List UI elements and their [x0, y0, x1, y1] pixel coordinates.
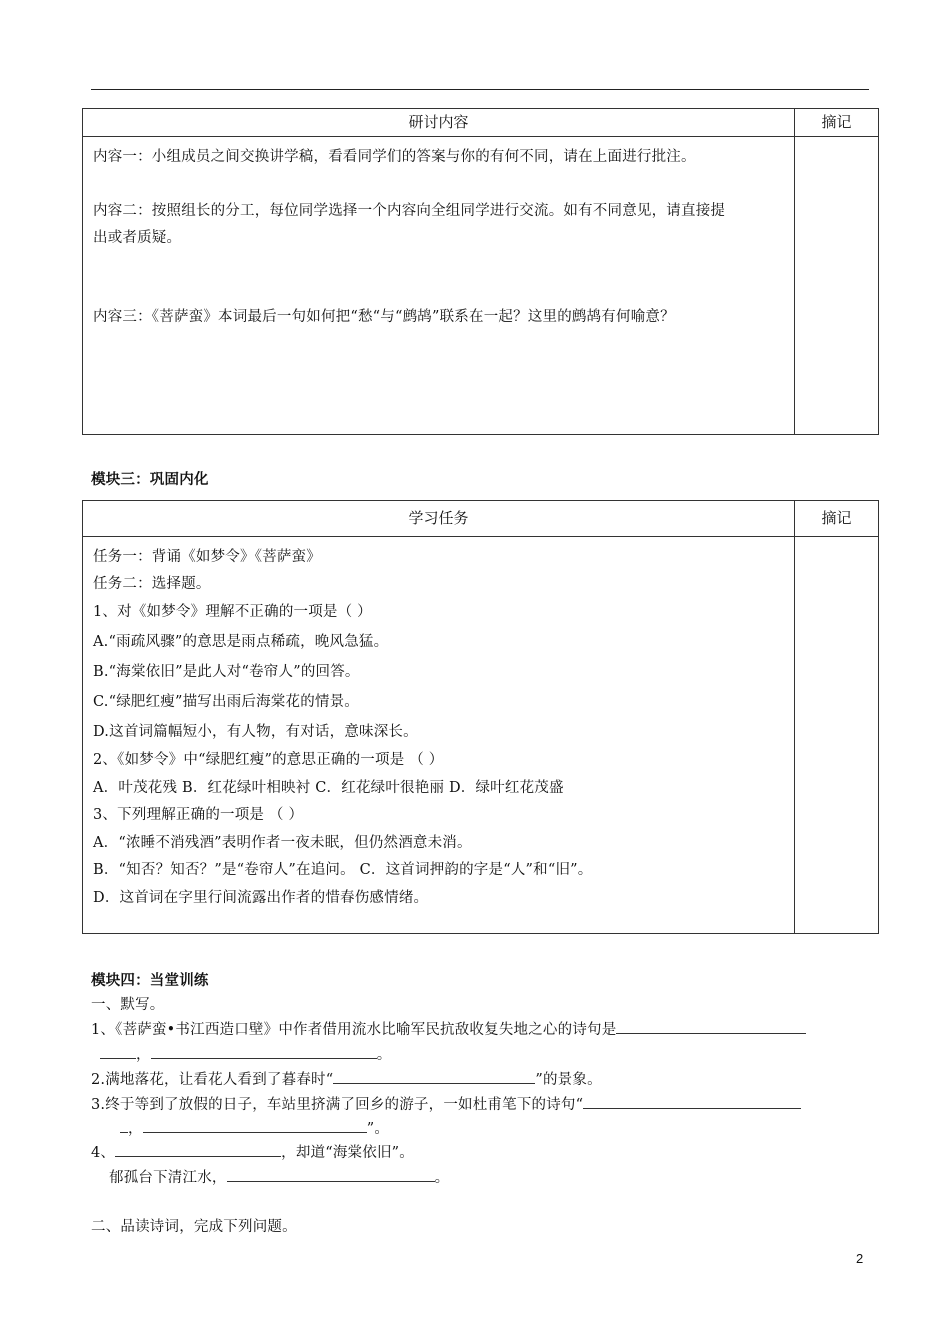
question-line: 1、对《如梦令》理解不正确的一项是（ ） [93, 604, 372, 620]
discussion-notes-cell[interactable] [795, 137, 879, 435]
notes-header: 摘记 [795, 109, 879, 137]
q5-line [109, 1166, 449, 1187]
task-line: 任务二：选择题。 [93, 576, 211, 592]
question-line: 2、《如梦令》中“绿肥红瘦”的意思正确的一项是 （ ） [93, 752, 444, 768]
q2-text: 2.满地落花，让看花人看到了暮春时“ [91, 1072, 334, 1088]
tasks-table [82, 500, 879, 934]
option-line: A.“雨疏风骤”的意思是雨点稀疏，晚风急猛。 [93, 634, 389, 650]
q4-blank[interactable] [115, 1142, 281, 1157]
q2-line [91, 1068, 602, 1089]
discussion-item-2-cont: 出或者质疑。 [93, 230, 182, 246]
tasks-notes-cell[interactable] [795, 537, 879, 934]
q5-blank[interactable] [227, 1167, 435, 1182]
q3-text: 3.终于等到了放假的日子，车站里挤满了回乡的游子，一如杜甫笔下的诗句“ [91, 1097, 584, 1113]
q3-end: ”。 [366, 1121, 390, 1137]
q2-text-end: ”的景象。 [535, 1072, 602, 1088]
option-line: C.“绿肥红瘦”描写出雨后海棠花的情景。 [93, 694, 360, 710]
q1-blank-1-cont[interactable] [100, 1044, 136, 1059]
section4-title: 模块四：当堂训练 [91, 973, 209, 989]
header-rule [91, 89, 869, 90]
option-line: A．叶茂花残 B．红花绿叶相映衬 C．红花绿叶很艳丽 D．绿叶红花茂盛 [93, 780, 564, 796]
q3-blank-2[interactable] [143, 1118, 367, 1133]
q4-number: 4、 [91, 1145, 116, 1161]
q1-line [91, 1018, 806, 1039]
discussion-item-2: 内容二：按照组长的分工，每位同学选择一个内容向全组同学进行交流。如有不同意见，请直接提 [93, 203, 726, 219]
q1-end: 。 [376, 1047, 392, 1063]
tasks-notes-header: 摘记 [795, 501, 879, 537]
part2-title: 二、品读诗词，完成下列问题。 [91, 1219, 297, 1235]
q1-cont-line [100, 1043, 391, 1064]
question-line: 3、下列理解正确的一项是 （ ） [93, 807, 304, 823]
q3-line [91, 1093, 801, 1114]
q1-blank-1[interactable] [616, 1019, 806, 1034]
q1-separator: ， [136, 1047, 151, 1063]
q4-line [91, 1141, 414, 1162]
option-line: A．“浓睡不消残酒”表明作者一夜未眠，但仍然酒意未消。 [93, 835, 472, 851]
discussion-item-1: 内容一：小组成员之间交换讲学稿，看看同学们的答案与你的有何不同，请在上面进行批注。 [93, 149, 696, 165]
q3-blank-1[interactable] [583, 1094, 801, 1109]
q3-blank-1-cont[interactable] [120, 1118, 128, 1133]
page-number: 2 [856, 1251, 864, 1266]
discussion-table [82, 108, 879, 435]
section3-title: 模块三：巩固内化 [91, 472, 209, 488]
q2-blank[interactable] [333, 1069, 535, 1084]
q3-separator: ， [128, 1121, 143, 1137]
q4-text: ，却道“海棠依旧”。 [281, 1145, 414, 1161]
q5-text: 郁孤台下清江水， [109, 1170, 227, 1186]
q3-cont-line [120, 1117, 389, 1138]
part1-title: 一、默写。 [91, 997, 165, 1013]
tasks-content [83, 537, 795, 934]
q1-text: 1、《菩萨蛮•书江西造口壁》中作者借用流水比喻军民抗敌收复失地之心的诗句是 [91, 1022, 617, 1038]
option-line: D．这首词在字里行间流露出作者的惜春伤感情绪。 [93, 890, 429, 906]
option-line: D.这首词篇幅短小，有人物，有对话，意味深长。 [93, 724, 418, 740]
option-line: B．“知否？知否？”是“卷帘人”在追问。 C．这首词押韵的字是“人”和“旧”。 [93, 862, 593, 878]
task-line: 任务一：背诵《如梦令》《菩萨蛮》 [93, 549, 321, 565]
q1-blank-2[interactable] [151, 1044, 377, 1059]
discussion-item-3: 内容三：《菩萨蛮》本词最后一句如何把“愁“与“鹧鸪”联系在一起？这里的鹧鸪有何喻意？ [93, 309, 675, 325]
option-line: B.“海棠依旧”是此人对“卷帘人”的回答。 [93, 664, 360, 680]
discussion-content [83, 137, 795, 435]
tasks-header: 学习任务 [83, 501, 795, 537]
discussion-header: 研讨内容 [83, 109, 795, 137]
q5-end: 。 [434, 1170, 450, 1186]
